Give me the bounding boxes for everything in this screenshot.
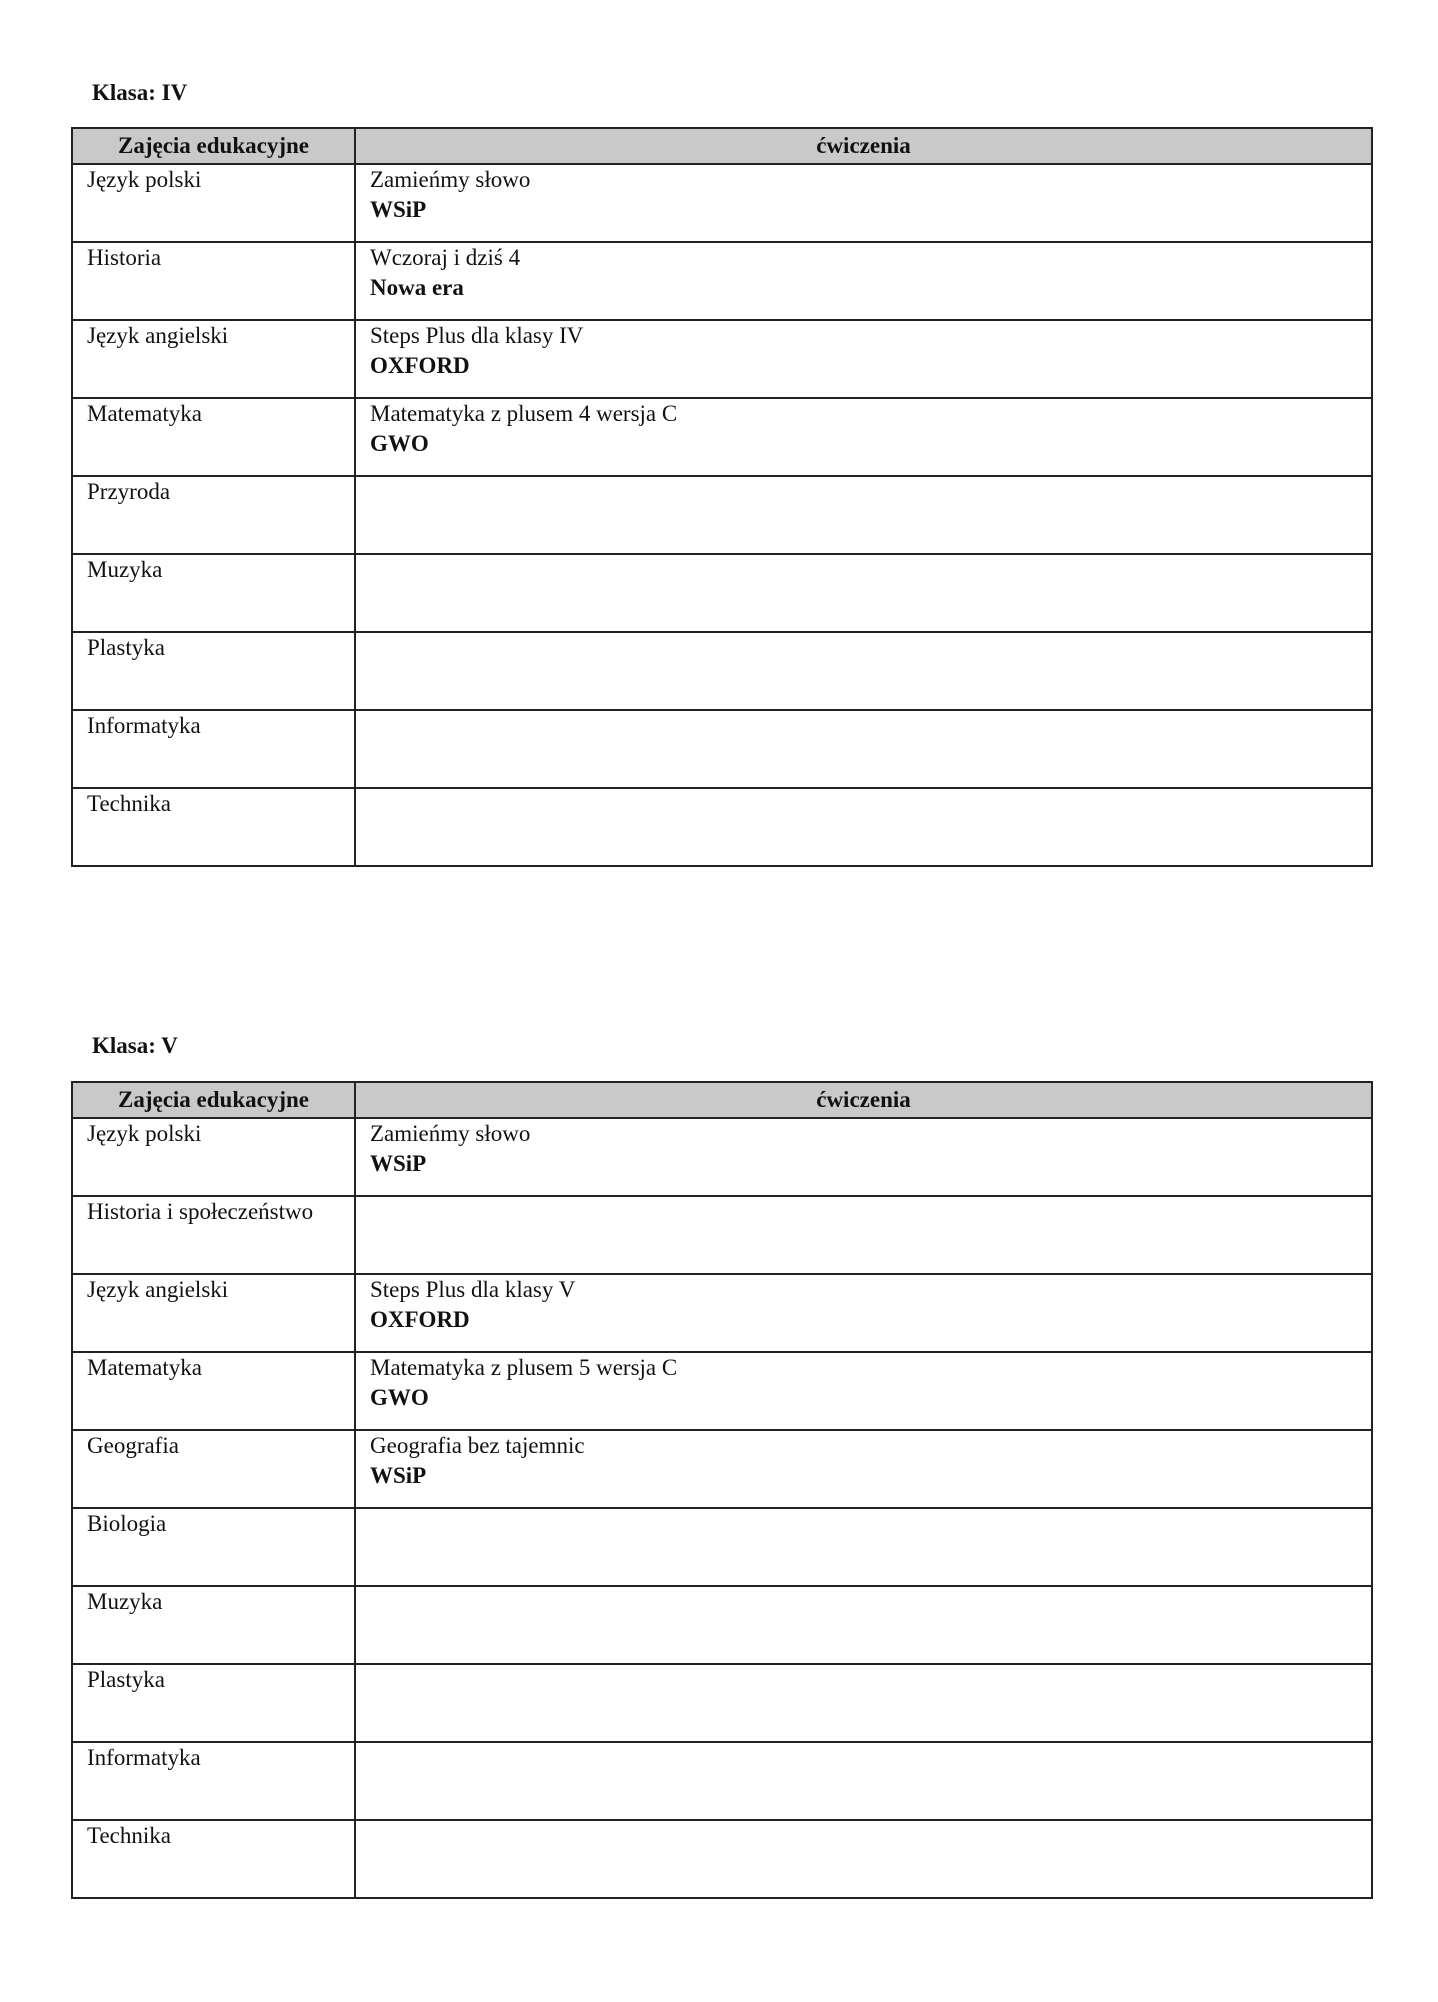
exercise-publisher: OXFORD — [370, 353, 470, 378]
exercise-cell — [355, 1508, 1372, 1586]
section-heading-klasa-v: Klasa: V — [92, 1033, 178, 1058]
table-row — [72, 1508, 1372, 1586]
exercise-title: Zamieńmy słowo — [370, 167, 531, 192]
subject-name: Matematyka — [87, 1355, 202, 1380]
exercise-title: Zamieńmy słowo — [370, 1121, 531, 1146]
exercise-cell — [355, 1352, 1372, 1430]
column-header-subject: Zajęcia edukacyjne — [72, 128, 355, 164]
subject-name: Muzyka — [87, 557, 163, 582]
subject-name: Język polski — [87, 167, 202, 192]
exercise-cell — [355, 1664, 1372, 1742]
exercise-cell — [355, 164, 1372, 242]
table-row — [72, 1820, 1372, 1898]
subject-cell — [72, 1118, 355, 1196]
table-row — [72, 788, 1372, 866]
table-row — [72, 1664, 1372, 1742]
exercise-publisher: Nowa era — [370, 275, 464, 300]
exercise-cell — [355, 554, 1372, 632]
table-row — [72, 1430, 1372, 1508]
table-header-row — [72, 1082, 1372, 1118]
subject-cell — [72, 1664, 355, 1742]
subject-cell — [72, 398, 355, 476]
subject-name: Biologia — [87, 1511, 167, 1536]
exercise-cell — [355, 476, 1372, 554]
table-body — [72, 1118, 1372, 1898]
subject-cell — [72, 1586, 355, 1664]
table-row — [72, 1118, 1372, 1196]
exercise-cell — [355, 788, 1372, 866]
exercise-cell — [355, 1820, 1372, 1898]
exercise-title: Geografia bez tajemnic — [370, 1433, 585, 1458]
exercise-cell — [355, 632, 1372, 710]
exercise-publisher: GWO — [370, 431, 429, 456]
subject-name: Plastyka — [87, 1667, 165, 1692]
table-row — [72, 1352, 1372, 1430]
table-body — [72, 164, 1372, 866]
exercise-cell — [355, 1586, 1372, 1664]
table-row — [72, 398, 1372, 476]
table-row — [72, 1196, 1372, 1274]
column-header-subject: Zajęcia edukacyjne — [72, 1082, 355, 1118]
table-row — [72, 1274, 1372, 1352]
subject-cell — [72, 1196, 355, 1274]
exercise-cell — [355, 1430, 1372, 1508]
subject-cell — [72, 1274, 355, 1352]
subject-name: Plastyka — [87, 635, 165, 660]
subject-cell — [72, 476, 355, 554]
table-row — [72, 554, 1372, 632]
table-klasa-iv — [71, 127, 1373, 867]
section-heading-klasa-iv: Klasa: IV — [92, 80, 188, 105]
exercise-cell — [355, 710, 1372, 788]
table-klasa-v — [71, 1081, 1373, 1899]
exercise-cell — [355, 242, 1372, 320]
exercise-cell — [355, 320, 1372, 398]
table-row — [72, 632, 1372, 710]
exercise-cell — [355, 1742, 1372, 1820]
exercise-title: Steps Plus dla klasy IV — [370, 323, 584, 348]
exercise-title: Matematyka z plusem 5 wersja C — [370, 1355, 678, 1380]
exercise-cell — [355, 1196, 1372, 1274]
table-row — [72, 242, 1372, 320]
exercise-publisher: WSiP — [370, 1151, 427, 1176]
subject-name: Informatyka — [87, 1745, 201, 1770]
exercise-cell — [355, 1118, 1372, 1196]
subject-cell — [72, 632, 355, 710]
subject-name: Historia — [87, 245, 162, 270]
column-header-exercises: ćwiczenia — [355, 1082, 1372, 1118]
subject-name: Język polski — [87, 1121, 202, 1146]
table-header-row — [72, 128, 1372, 164]
exercise-publisher: WSiP — [370, 197, 427, 222]
subject-name: Przyroda — [87, 479, 171, 504]
table-row — [72, 1742, 1372, 1820]
subject-cell — [72, 710, 355, 788]
subject-name: Matematyka — [87, 401, 202, 426]
subject-cell — [72, 242, 355, 320]
exercise-publisher: GWO — [370, 1385, 429, 1410]
table-row — [72, 164, 1372, 242]
subject-name: Informatyka — [87, 713, 201, 738]
subject-name: Technika — [87, 1823, 171, 1848]
subject-cell — [72, 1430, 355, 1508]
exercise-publisher: OXFORD — [370, 1307, 470, 1332]
subject-cell — [72, 1508, 355, 1586]
subject-cell — [72, 1820, 355, 1898]
column-header-exercises: ćwiczenia — [355, 128, 1372, 164]
exercise-publisher: WSiP — [370, 1463, 427, 1488]
exercise-title: Wczoraj i dziś 4 — [370, 245, 521, 270]
table-row — [72, 1586, 1372, 1664]
subject-name: Język angielski — [87, 1277, 229, 1302]
table-row — [72, 320, 1372, 398]
subject-cell — [72, 788, 355, 866]
exercise-title: Matematyka z plusem 4 wersja C — [370, 401, 678, 426]
subject-name: Język angielski — [87, 323, 229, 348]
exercise-cell — [355, 398, 1372, 476]
subject-cell — [72, 164, 355, 242]
subject-name: Muzyka — [87, 1589, 163, 1614]
subject-name: Geografia — [87, 1433, 179, 1458]
subject-cell — [72, 320, 355, 398]
subject-cell — [72, 1742, 355, 1820]
subject-name: Technika — [87, 791, 171, 816]
subject-cell — [72, 1352, 355, 1430]
table-row — [72, 710, 1372, 788]
subject-cell — [72, 554, 355, 632]
exercise-cell — [355, 1274, 1372, 1352]
subject-name: Historia i społeczeństwo — [87, 1199, 314, 1224]
exercise-title: Steps Plus dla klasy V — [370, 1277, 576, 1302]
table-row — [72, 476, 1372, 554]
